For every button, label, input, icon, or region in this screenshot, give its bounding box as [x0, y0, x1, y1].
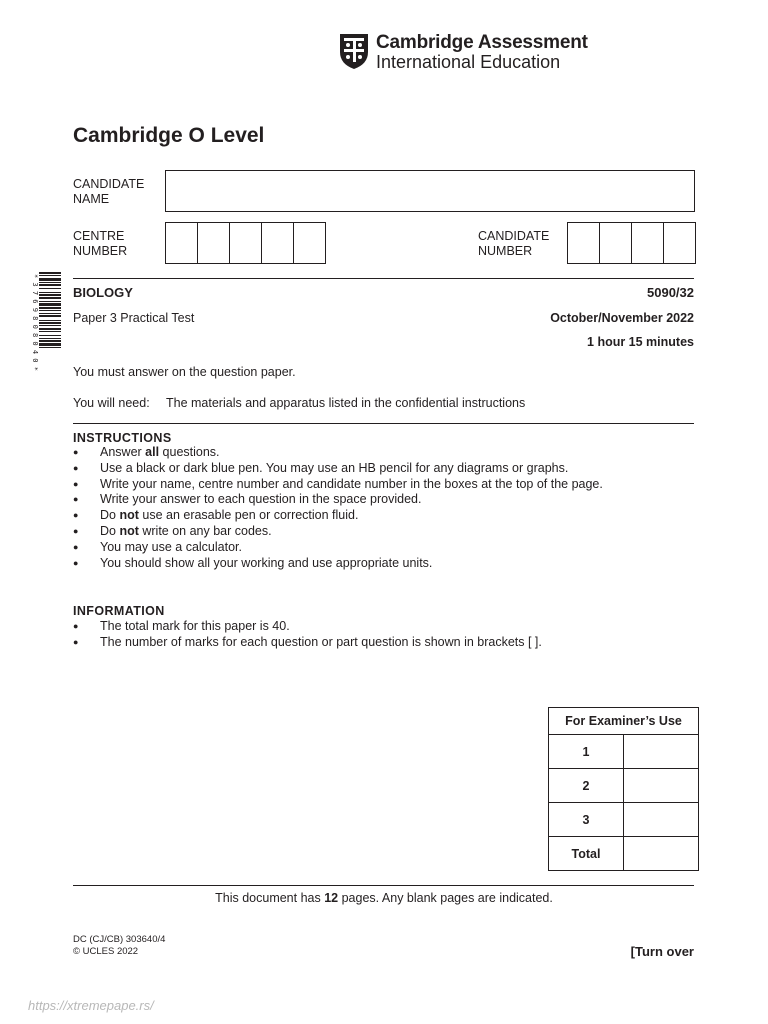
centre-number-label-line2: NUMBER — [73, 244, 128, 258]
list-item-text: Do — [100, 523, 120, 538]
digit-box[interactable] — [664, 223, 695, 263]
barcode-bar — [39, 322, 61, 324]
digit-box[interactable] — [632, 223, 664, 263]
candidate-name-label-line1: CANDIDATE — [73, 177, 145, 191]
barcode-bar — [39, 278, 61, 281]
list-item: ● The number of marks for each question or part question is shown in brackets [ ]. — [73, 635, 713, 651]
logo-line-2: International Education — [376, 52, 561, 72]
barcode-bar — [39, 343, 61, 346]
total-mark-cell[interactable] — [624, 837, 699, 871]
barcode-bar — [39, 331, 61, 332]
candidate-number-label — [478, 229, 549, 259]
information-list — [73, 619, 713, 651]
exam-session: October/November 2022 — [550, 311, 694, 325]
list-item-emphasis: all — [145, 445, 160, 459]
list-item: ● The total mark for this paper is 40. — [73, 619, 713, 635]
barcode-bar — [39, 340, 61, 342]
barcode-bar — [39, 347, 61, 348]
cambridge-logo — [338, 32, 588, 72]
page-count-text-end: pages. Any blank pages are indicated. — [338, 891, 553, 905]
page-count-note — [0, 891, 768, 906]
list-item-emphasis: not — [119, 523, 139, 538]
reference-code: DC (CJ/CB) 303640/4 — [73, 934, 166, 945]
centre-number-label-line1: CENTRE — [73, 229, 125, 243]
subject: BIOLOGY — [73, 285, 133, 300]
list-item-text: Write your name, centre number and candidate number in the boxes at the top of the page. — [100, 476, 603, 491]
examiner-use-table — [548, 707, 699, 871]
barcode-bar — [39, 292, 61, 293]
mark-cell[interactable] — [624, 735, 699, 769]
list-item-emphasis: not — [119, 508, 139, 523]
digit-box[interactable] — [198, 223, 230, 263]
paper-name: Paper 3 Practical Test — [73, 311, 195, 325]
list-item — [73, 508, 713, 524]
digit-box[interactable] — [294, 223, 325, 263]
barcode-bar — [39, 307, 61, 309]
barcode-bar — [39, 303, 61, 306]
mark-cell[interactable] — [624, 803, 699, 837]
list-item-text-end: use an erasable pen or correction fluid. — [138, 508, 359, 523]
question-number: 1 — [549, 735, 624, 769]
total-label: Total — [549, 837, 624, 871]
barcode — [27, 270, 63, 410]
barcode-bar — [39, 288, 61, 289]
list-item-text: Do — [100, 508, 120, 523]
barcode-bar — [39, 282, 61, 283]
candidate-number-label-line1: CANDIDATE — [478, 229, 550, 243]
will-need-label: You will need: — [73, 396, 150, 410]
barcode-bar — [39, 272, 61, 274]
document-reference — [73, 934, 165, 958]
barcode-bar — [39, 275, 61, 276]
list-item-text: You may use a calculator. — [100, 539, 242, 554]
answer-instruction: You must answer on the question paper. — [73, 365, 296, 379]
barcode-bar — [39, 315, 61, 317]
barcode-bar — [39, 297, 61, 299]
information-heading: INFORMATION — [73, 604, 165, 618]
digit-box[interactable] — [230, 223, 262, 263]
logo-line-1: Cambridge Assessment — [376, 32, 588, 53]
barcode-number: * 3 7 6 9 8 0 8 0 4 0 * — [31, 274, 39, 371]
candidate-name-label — [73, 177, 144, 207]
digit-box[interactable] — [166, 223, 198, 263]
turn-over: [Turn over — [630, 944, 694, 959]
list-item-text-end: questions. — [159, 445, 220, 459]
list-item-text: Write your answer to each question in the space provided. — [100, 492, 422, 507]
barcode-bar — [39, 301, 61, 302]
barcode-bar — [39, 313, 61, 314]
digit-box[interactable] — [568, 223, 600, 263]
page-count-text: This document has — [215, 891, 325, 905]
centre-number-label — [73, 229, 127, 259]
digit-box[interactable] — [262, 223, 294, 263]
barcode-bar — [39, 338, 61, 339]
will-need-text: The materials and apparatus listed in the confidential instructions — [166, 396, 526, 410]
copyright: © UCLES 2022 — [73, 946, 139, 957]
paper-code: 5090/32 — [647, 285, 694, 300]
shield-icon — [338, 32, 370, 70]
list-item — [73, 461, 713, 477]
barcode-bar — [39, 325, 61, 326]
barcode-bar — [39, 320, 61, 321]
instructions-list — [73, 445, 713, 571]
list-item — [73, 540, 713, 556]
barcode-bar — [39, 284, 61, 286]
list-item-text-end: write on any bar codes. — [138, 523, 272, 538]
list-item-text: Use a black or dark blue pen. You may use an HB pencil for any diagrams or graphs. — [100, 460, 569, 475]
digit-box[interactable] — [600, 223, 632, 263]
barcode-bar — [39, 335, 61, 336]
list-item — [73, 556, 713, 572]
barcode-bar — [39, 328, 61, 330]
list-item-text: You should show all your working and use appropriate units. — [100, 555, 433, 570]
page-count-number: 12 — [324, 891, 339, 905]
source-url-watermark[interactable]: https://xtremepape.rs/ — [28, 998, 154, 1013]
list-item — [73, 477, 713, 493]
divider — [73, 278, 694, 279]
question-number: 2 — [549, 769, 624, 803]
mark-cell[interactable] — [624, 769, 699, 803]
candidate-number-label-line2: NUMBER — [478, 244, 533, 258]
candidate-name-field[interactable] — [165, 170, 695, 212]
candidate-name-label-line2: NAME — [73, 192, 110, 206]
list-item — [73, 492, 713, 508]
question-number: 3 — [549, 803, 624, 837]
list-item-text: Answer — [100, 445, 146, 459]
instructions-heading: INSTRUCTIONS — [73, 431, 172, 445]
centre-number-field[interactable] — [165, 222, 326, 264]
list-item — [73, 445, 713, 461]
divider — [73, 885, 694, 886]
barcode-bar — [39, 294, 61, 296]
barcode-bar — [39, 310, 61, 311]
candidate-number-field[interactable] — [567, 222, 696, 264]
list-item — [73, 524, 713, 540]
page-title: Cambridge O Level — [73, 124, 265, 147]
divider — [73, 423, 694, 424]
exam-duration: 1 hour 15 minutes — [587, 335, 694, 349]
examiner-table-heading: For Examiner’s Use — [549, 708, 699, 735]
